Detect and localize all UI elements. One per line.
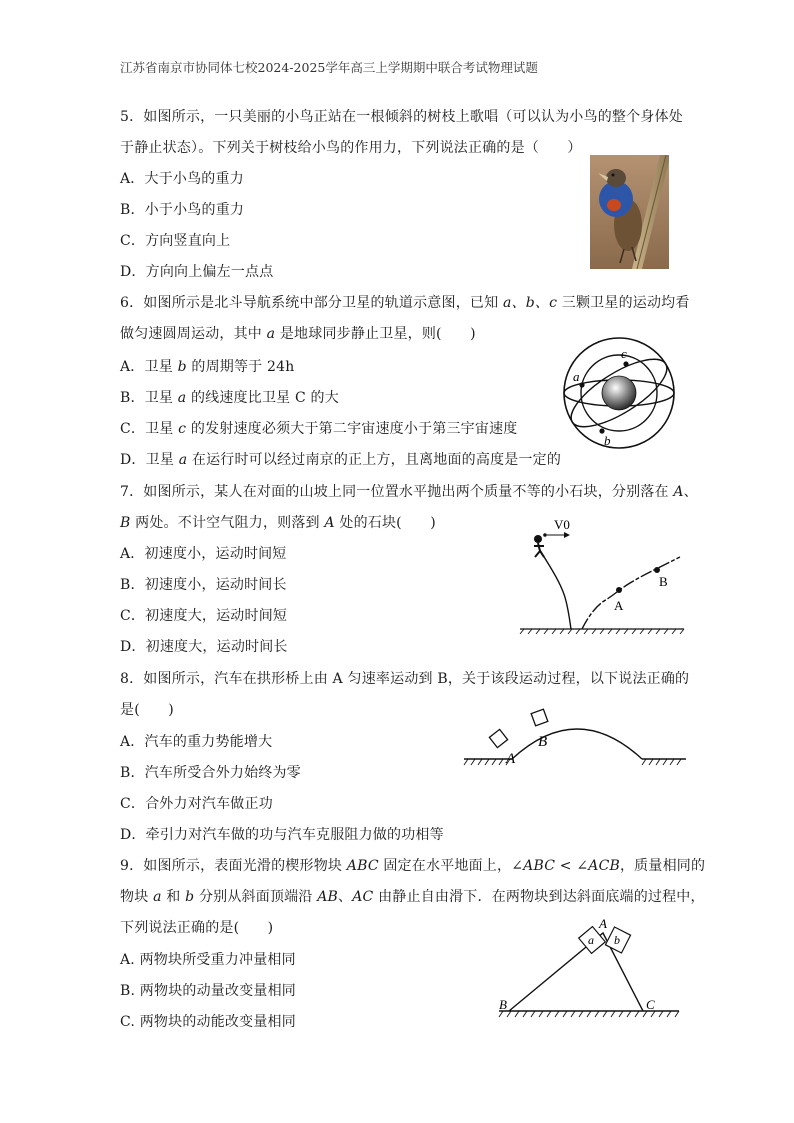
q8-stem-line1: 8．如图所示，汽车在拱形桥上由 A 匀速率运动到 B，关于该段运动过程，以下说法正确的 <box>120 671 690 687</box>
landing-point-a <box>616 587 622 593</box>
thrower-body <box>534 543 544 557</box>
q7-option-c: C．初速度大，运动时间短 <box>120 608 288 624</box>
q9-stem-line2: 物块 a 和 b 分别从斜面顶端沿 AB、AC 由静止自由滑下．在两物块到达斜面底端的过程中， <box>120 889 705 905</box>
arch-bridge <box>512 729 642 759</box>
car-at-a <box>489 729 507 747</box>
point-a-label: A <box>506 751 516 767</box>
q9-wedge-diagram <box>495 915 685 1025</box>
q6-stem-line1: 6．如图所示是北斗导航系统中部分卫星的轨道示意图，已知 a、b、c 三颗卫星的运动均看 <box>120 295 690 311</box>
stone <box>543 533 547 537</box>
page-header: 江苏省南京市协同体七校2024-2025学年高三上学期期中联合考试物理试题 <box>120 60 538 75</box>
q7-option-d: D．初速度大，运动时间长 <box>120 639 288 655</box>
vertex-a-label: A <box>599 916 607 931</box>
q5-option-c: C．方向竖直向上 <box>120 233 231 249</box>
q7-projectile-diagram <box>518 513 688 635</box>
point-b-label: B <box>659 574 668 589</box>
q9-stem-line3: 下列说法正确的是( ) <box>120 920 274 936</box>
earth-sphere <box>602 376 636 410</box>
q7-stem-line1: 7．如图所示，某人在对面的山坡上同一位置水平抛出两个质量不等的小石块，分别落在 A、 <box>120 484 698 500</box>
satellite-b-label: b <box>604 433 611 448</box>
satellite-c-label: c <box>621 346 627 361</box>
satellite-a-label: a <box>573 369 580 384</box>
q7-option-b: B．初速度小，运动时间长 <box>120 577 287 593</box>
q9-option-b: B. 两物块的动量改变量相同 <box>120 983 296 999</box>
q7-option-a: A．初速度小，运动时间短 <box>120 546 287 562</box>
q7-stem-line2: B 两处。不计空气阻力，则落到 A 处的石块( ) <box>120 515 436 531</box>
satellite-c-dot <box>623 361 628 366</box>
vertex-c-label: C <box>646 997 655 1012</box>
q6-orbit-diagram <box>560 333 678 451</box>
q8-option-b: B．汽车所受合外力始终为零 <box>120 765 301 781</box>
q8-arch-bridge-diagram <box>460 703 688 769</box>
q9-stem-line1: 9．如图所示，表面光滑的楔形物块 ABC 固定在水平地面上，∠ABC < ∠ACB，质量相同的 <box>120 858 706 874</box>
block-b-label: b <box>614 933 620 947</box>
thrower-head <box>534 535 542 543</box>
car-at-b <box>531 709 548 726</box>
q6-stem-line2: 做匀速圆周运动，其中 a 是地球同步静止卫星，则( ) <box>120 326 476 342</box>
q8-option-c: C．合外力对汽车做正功 <box>120 796 273 812</box>
q5-option-d: D．方向向上偏左一点点 <box>120 264 274 280</box>
point-b-label: B <box>538 734 548 750</box>
q9-option-c: C. 两物块的动能改变量相同 <box>120 1014 296 1030</box>
right-slope <box>582 557 680 629</box>
q5-option-b: B．小于小鸟的重力 <box>120 202 245 218</box>
q6-option-d: D．卫星 a 在运行时可以经过南京的正上方，且离地面的高度是一定的 <box>120 452 562 468</box>
q6-option-b: B．卫星 a 的线速度比卫星 C 的大 <box>120 390 339 406</box>
q8-stem-line2: 是( ) <box>120 702 174 718</box>
q5-bird-photo <box>590 155 669 269</box>
vertex-b-label: B <box>499 997 507 1012</box>
q9-option-a: A. 两物块所受重力冲量相同 <box>120 952 296 968</box>
q8-option-a: A．汽车的重力势能增大 <box>120 734 273 750</box>
point-a-label: A <box>614 598 624 613</box>
q5-stem-line1: 5．如图所示，一只美丽的小鸟正站在一根倾斜的树枝上歌唱（可以认为小鸟的整个身体处 <box>120 109 683 125</box>
block-a-label: a <box>588 933 594 947</box>
q8-option-d: D．牵引力对汽车做的功与汽车克服阻力做的功相等 <box>120 827 444 843</box>
q5-option-a: A．大于小鸟的重力 <box>120 171 244 187</box>
q6-option-a: A．卫星 b 的周期等于 24h <box>120 359 295 375</box>
satellite-a-dot <box>579 382 584 387</box>
q6-option-c: C．卫星 c 的发射速度必须大于第二宇宙速度小于第三宇宙速度 <box>120 421 518 437</box>
left-cliff <box>540 550 571 629</box>
landing-point-b <box>654 567 660 573</box>
q5-stem-line2: 于静止状态）。下列关于树枝给小鸟的作用力，下列说法正确的是（ ） <box>120 140 582 156</box>
v0-label: V0 <box>554 517 570 532</box>
